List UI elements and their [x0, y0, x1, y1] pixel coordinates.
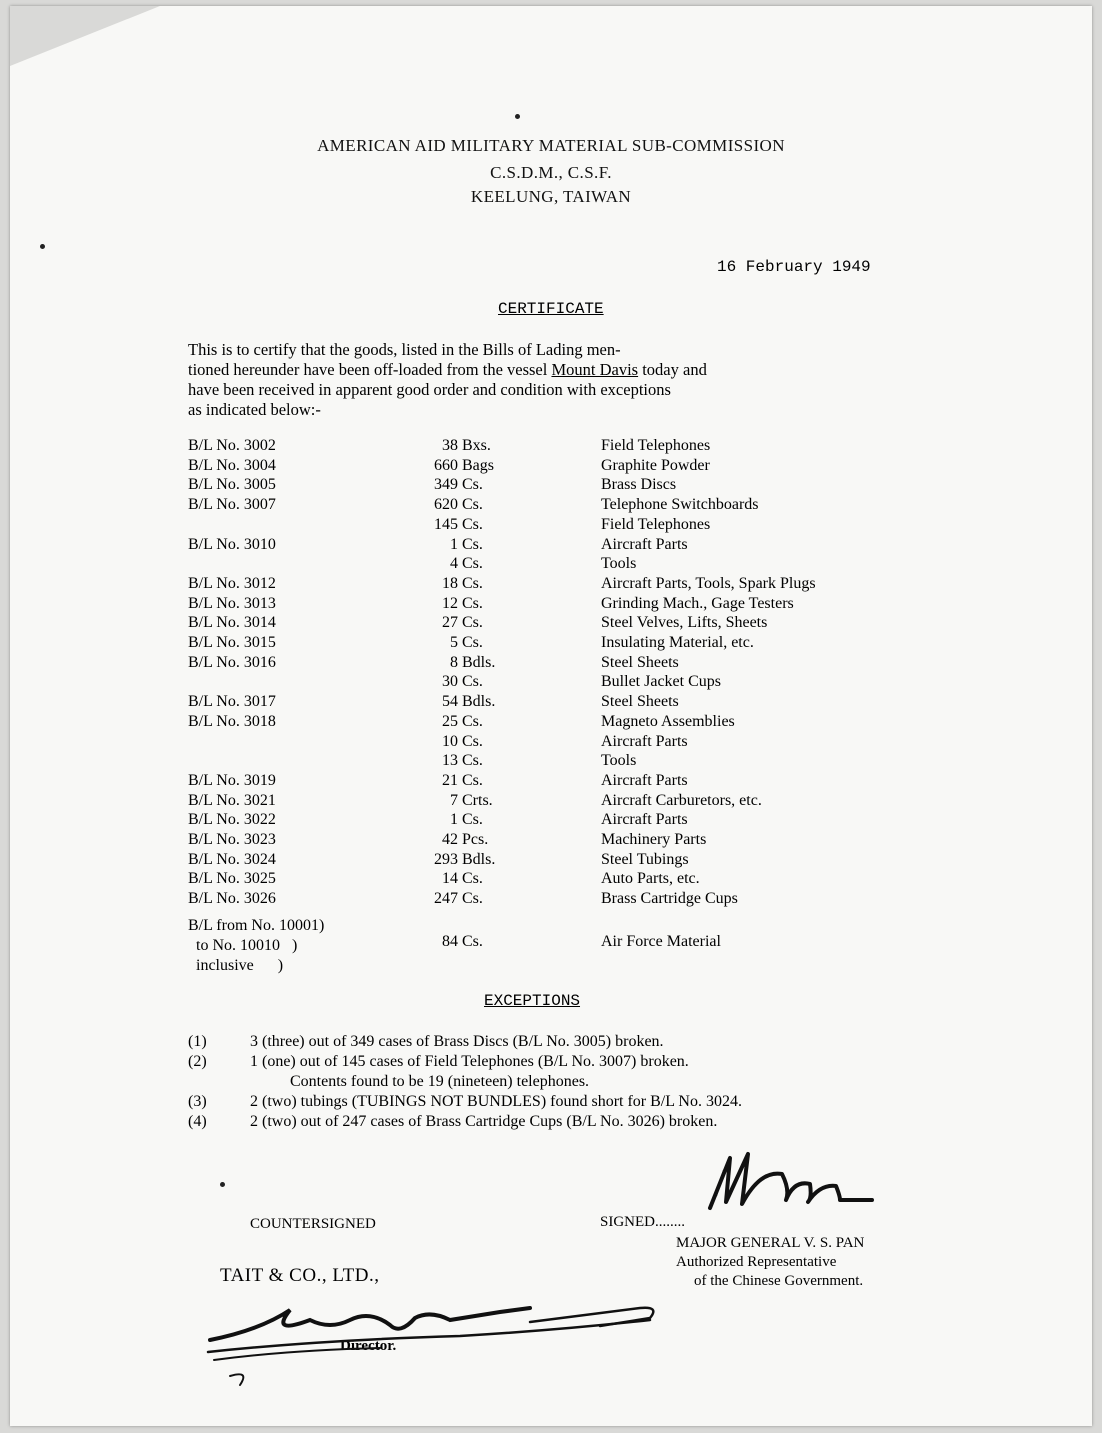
item-bl: B/L No. 3014: [188, 614, 276, 631]
item-bl: B/L No. 3015: [188, 634, 276, 651]
certificate-line-1: [188, 340, 621, 360]
item-unit: Pcs.: [462, 831, 489, 848]
item-unit: Cs.: [462, 555, 483, 572]
item-qty: 30: [442, 673, 458, 690]
item-unit: Cs.: [462, 811, 483, 828]
item-desc: Steel Sheets: [601, 693, 679, 710]
item-qty: 349: [434, 476, 458, 493]
letterhead-location: KEELUNG, TAIWAN: [470, 187, 632, 206]
item-bl: B/L No. 3022: [188, 811, 276, 828]
item-qty: 54: [442, 693, 458, 710]
director-signature: [200, 1290, 670, 1390]
item-desc: Aircraft Parts: [601, 811, 688, 828]
item-unit: Cs.: [462, 595, 483, 612]
item-bl: B/L No. 3007: [188, 496, 276, 513]
item-desc: Field Telephones: [601, 437, 711, 454]
item-bl: B/L No. 3026: [188, 890, 276, 907]
item-bl: B/L No. 3019: [188, 772, 276, 789]
item-bl: B/L No. 3023: [188, 831, 276, 848]
letterhead-org: AMERICAN AID MILITARY MATERIAL SUB-COMMISSION: [317, 136, 785, 155]
item-qty: 1: [450, 811, 458, 828]
exception-text: 2 (two) tubings (TUBINGS NOT BUNDLES) found short for B/L No. 3024.: [250, 1093, 742, 1110]
item-unit: Cs.: [462, 536, 483, 553]
item-bl: B/L No. 3024: [188, 851, 276, 868]
item-qty: 5: [450, 634, 458, 651]
item-qty: 10: [442, 733, 458, 750]
item-bl: B/L No. 3004: [188, 457, 276, 474]
text: as indicated below:-: [188, 400, 321, 419]
item-unit: Cs.: [462, 614, 483, 631]
item-qty: 21: [442, 772, 458, 789]
item-desc: Steel Velves, Lifts, Sheets: [601, 614, 768, 631]
item-unit: Cs.: [462, 752, 483, 769]
item-desc: Graphite Powder: [601, 457, 710, 474]
signed-label: SIGNED........: [600, 1214, 685, 1230]
item-desc: Telephone Switchboards: [601, 496, 759, 513]
item-desc: Insulating Material, etc.: [601, 634, 754, 651]
document-date: 16 February 1949: [717, 258, 871, 276]
item-bl: B/L No. 3010: [188, 536, 276, 553]
document-page: [10, 6, 1092, 1426]
item-qty: 42: [442, 831, 458, 848]
item-qty: 620: [434, 496, 458, 513]
range-line-1: B/L from No. 10001): [188, 917, 325, 934]
exception-number: (3): [188, 1093, 207, 1110]
item-unit: Cs.: [462, 733, 483, 750]
text: have been received in apparent good order and condition with exceptions: [188, 380, 671, 399]
item-unit: Bdls.: [462, 693, 496, 710]
signatory-name: MAJOR GENERAL V. S. PAN: [676, 1235, 865, 1251]
director-label: Director.: [340, 1338, 397, 1354]
item-desc: Aircraft Parts: [601, 536, 688, 553]
exception-text: 1 (one) out of 145 cases of Field Telephones (B/L No. 3007) broken.: [250, 1053, 689, 1070]
mark-dot: [40, 244, 45, 249]
countersigned-label: COUNTERSIGNED: [250, 1216, 376, 1232]
item-qty: 247: [434, 890, 458, 907]
item-bl: B/L No. 3025: [188, 870, 276, 887]
item-unit: Bags: [462, 457, 494, 474]
item-desc: Steel Sheets: [601, 654, 679, 671]
item-unit: Cs.: [462, 496, 483, 513]
range-unit: Cs.: [462, 933, 483, 950]
item-bl: B/L No. 3002: [188, 437, 276, 454]
item-desc: Tools: [601, 555, 637, 572]
item-unit: Cs.: [462, 772, 483, 789]
item-qty: 14: [442, 870, 458, 887]
exception-text: 2 (two) out of 247 cases of Brass Cartridge Cups (B/L No. 3026) broken.: [250, 1113, 718, 1130]
exception-number: (2): [188, 1053, 207, 1070]
item-desc: Field Telephones: [601, 516, 711, 533]
item-qty: 145: [434, 516, 458, 533]
range-desc: Air Force Material: [601, 933, 721, 950]
text: tioned hereunder have been off-loaded from the vessel: [188, 360, 552, 379]
item-qty: 293: [434, 851, 458, 868]
item-unit: Cs.: [462, 634, 483, 651]
item-unit: Cs.: [462, 476, 483, 493]
item-desc: Aircraft Parts: [601, 733, 688, 750]
mark-dot: [220, 1182, 225, 1187]
item-desc: Auto Parts, etc.: [601, 870, 700, 887]
item-qty: 4: [450, 555, 458, 572]
item-unit: Bdls.: [462, 654, 496, 671]
item-qty: 7: [450, 792, 458, 809]
item-qty: 27: [442, 614, 458, 631]
item-desc: Brass Discs: [601, 476, 677, 493]
item-desc: Tools: [601, 752, 637, 769]
text: This is to certify that the goods, listed in the Bills of Lading men-: [188, 340, 621, 359]
exception-text: Contents found to be 19 (nineteen) telephones.: [290, 1073, 590, 1090]
item-desc: Aircraft Carburetors, etc.: [601, 792, 762, 809]
exceptions-title: EXCEPTIONS: [484, 992, 581, 1010]
item-unit: Cs.: [462, 713, 483, 730]
item-bl: B/L No. 3017: [188, 693, 276, 710]
certificate-line-4: [188, 400, 321, 420]
item-unit: Crts.: [462, 792, 493, 809]
item-qty: 660: [434, 457, 458, 474]
item-bl: B/L No. 3018: [188, 713, 276, 730]
item-desc: Magneto Assemblies: [601, 713, 735, 730]
range-line-2: to No. 10010 ): [188, 937, 298, 954]
item-desc: Steel Tubings: [601, 851, 689, 868]
text: today and: [638, 360, 707, 379]
vessel-name: Mount Davis: [551, 360, 639, 379]
item-bl: B/L No. 3005: [188, 476, 276, 493]
item-desc: Brass Cartridge Cups: [601, 890, 738, 907]
item-desc: Machinery Parts: [601, 831, 707, 848]
item-unit: Cs.: [462, 516, 483, 533]
item-unit: Cs.: [462, 575, 483, 592]
certificate-line-2: [188, 360, 707, 380]
item-unit: Cs.: [462, 870, 483, 887]
item-qty: 25: [442, 713, 458, 730]
item-bl: B/L No. 3021: [188, 792, 276, 809]
item-qty: 12: [442, 595, 458, 612]
item-qty: 18: [442, 575, 458, 592]
item-desc: Aircraft Parts: [601, 772, 688, 789]
signatory-role-2: of the Chinese Government.: [694, 1273, 864, 1289]
item-desc: Bullet Jacket Cups: [601, 673, 721, 690]
item-unit: Cs.: [462, 890, 483, 907]
letterhead-dept: C.S.D.M., C.S.F.: [490, 163, 612, 182]
range-line-3: inclusive ): [188, 957, 284, 974]
torn-corner: [10, 6, 160, 66]
item-desc: Grinding Mach., Gage Testers: [601, 595, 794, 612]
item-qty: 38: [442, 437, 458, 454]
certificate-title: CERTIFICATE: [498, 300, 604, 318]
mark-dot: [515, 114, 520, 119]
item-desc: Aircraft Parts, Tools, Spark Plugs: [601, 575, 816, 592]
item-bl: B/L No. 3012: [188, 575, 276, 592]
company-name: TAIT & CO., LTD.,: [220, 1265, 380, 1286]
exception-number: (1): [188, 1033, 207, 1050]
signatory-role-1: Authorized Representative: [676, 1254, 837, 1270]
certificate-line-3: [188, 380, 671, 400]
exception-text: 3 (three) out of 349 cases of Brass Discs (B/L No. 3005) broken.: [250, 1033, 664, 1050]
item-qty: 13: [442, 752, 458, 769]
exception-number: (4): [188, 1113, 207, 1130]
item-unit: Bdls.: [462, 851, 496, 868]
item-bl: B/L No. 3013: [188, 595, 276, 612]
item-unit: Cs.: [462, 673, 483, 690]
item-qty: 1: [450, 536, 458, 553]
item-bl: B/L No. 3016: [188, 654, 276, 671]
item-unit: Bxs.: [462, 437, 491, 454]
item-qty: 8: [450, 654, 458, 671]
pan-signature: [690, 1140, 890, 1220]
range-qty: 84: [442, 933, 458, 950]
